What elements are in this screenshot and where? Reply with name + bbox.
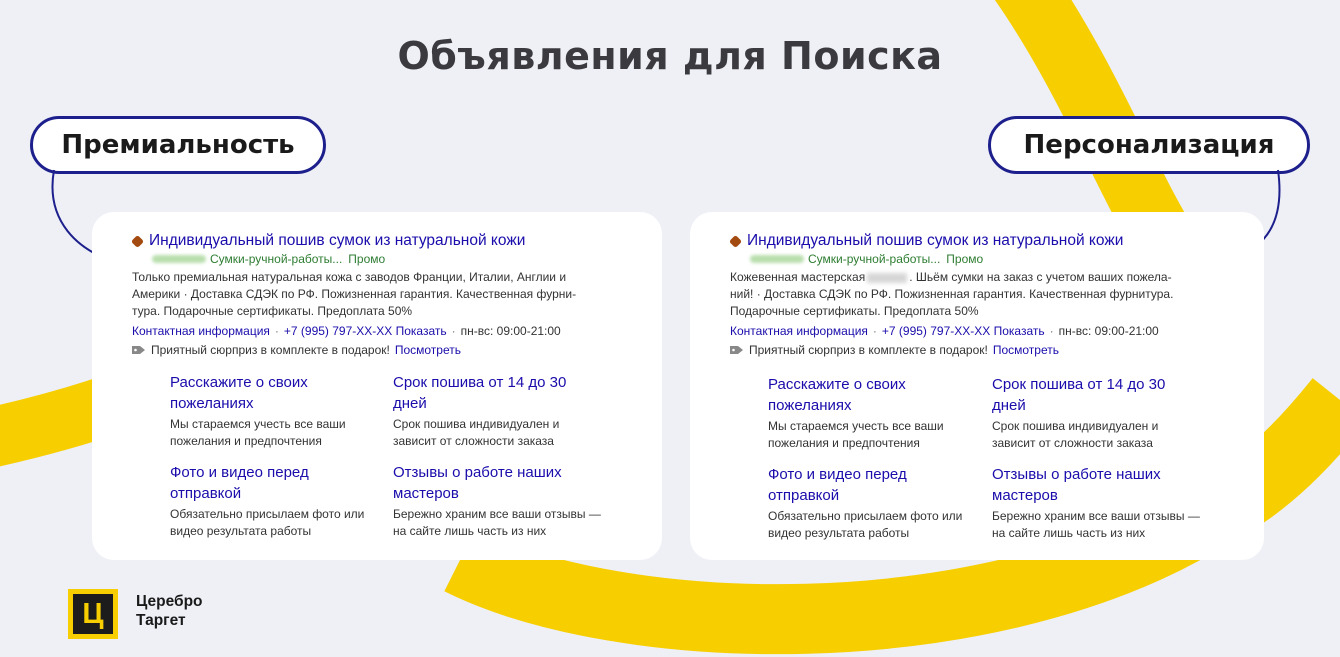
ad-contacts: Контактная информация · +7 (995) 797-XX-XX Показать · пн-вс: 09:00-21:00 xyxy=(730,324,1159,338)
work-hours: пн-вс: 09:00-21:00 xyxy=(1058,324,1159,338)
sitelink-desc: Обязательно присылаем фото или видео результата работы xyxy=(768,509,963,540)
blurred-name xyxy=(867,273,907,283)
blurred-domain xyxy=(750,255,804,263)
ad-card-premium xyxy=(92,212,662,560)
ad-url-link[interactable]: Сумки-ручной-работы... xyxy=(808,252,941,266)
ad-text-line: Подарочные сертификаты. Предоплата 50% xyxy=(730,304,979,318)
sitelink[interactable] xyxy=(393,462,603,540)
tag-icon xyxy=(132,345,146,355)
ad-url-link[interactable]: Сумки-ручной-работы... xyxy=(210,252,343,266)
promo-text: Приятный сюрприз в комплекте в подарок! xyxy=(151,343,390,357)
contact-info-link[interactable]: Контактная информация xyxy=(730,324,868,338)
ad-description xyxy=(132,269,602,320)
blurred-domain xyxy=(152,255,206,263)
phone-link[interactable]: +7 (995) 797-XX-XX Показать xyxy=(283,324,447,338)
logo-letter: Ц xyxy=(73,594,113,634)
tag-icon xyxy=(730,345,744,355)
promo-row xyxy=(730,343,1210,357)
sitelink[interactable] xyxy=(992,464,1202,542)
sitelink-desc: Бережно храним все ваши отзывы — на сайте лишь часть из них xyxy=(393,507,601,538)
brand-logo-mark xyxy=(68,589,118,639)
ad-card-personalized xyxy=(690,212,1264,560)
phone-link[interactable]: +7 (995) 797-XX-XX Показать xyxy=(881,324,1045,338)
page-title: Объявления для Поиска xyxy=(397,34,943,78)
ad-description xyxy=(730,269,1200,320)
sitelink-desc: Мы стараемся учесть все ваши пожелания и предпочтения xyxy=(170,417,346,448)
ad-text-line: Америки · Доставка СДЭК по РФ. Пожизненная гарантия. Качественная фурни- xyxy=(132,287,577,301)
sitelink-desc: Обязательно присылаем фото или видео результата работы xyxy=(170,507,365,538)
promo-view-link[interactable]: Посмотреть xyxy=(992,343,1059,357)
promo-row xyxy=(132,343,612,357)
sitelink-title[interactable]: Фото и видео перед отправкой xyxy=(768,466,907,504)
sitelink[interactable] xyxy=(170,462,380,540)
brand-logo-text xyxy=(136,592,203,630)
sitelink-desc: Срок пошива индивидуален и зависит от сложности заказа xyxy=(992,419,1159,450)
leather-icon xyxy=(131,234,144,247)
sitelink-desc: Бережно храним все ваши отзывы — на сайте лишь часть из них xyxy=(992,509,1200,540)
sitelink-title[interactable]: Расскажите о своих пожеланиях xyxy=(768,376,906,414)
promo-view-link[interactable]: Посмотреть xyxy=(394,343,461,357)
leather-icon xyxy=(729,234,742,247)
sitelink-title[interactable]: Расскажите о своих пожеланиях xyxy=(170,374,308,412)
ad-text-line: тура. Подарочные сертификаты. Предоплата 50% xyxy=(132,304,413,318)
ad-title-link[interactable]: Индивидуальный пошив сумок из натуральной кожи xyxy=(747,232,1124,249)
sitelink-title[interactable]: Отзывы о работе наших мастеров xyxy=(393,464,562,502)
label-personalization: Персонализация xyxy=(988,116,1310,174)
sitelink[interactable] xyxy=(992,374,1202,452)
promo-text: Приятный сюрприз в комплекте в подарок! xyxy=(749,343,988,357)
ad-text-line: ний! · Доставка СДЭК по РФ. Пожизненная гарантия. Качественная фурнитура. xyxy=(730,287,1174,301)
sitelink[interactable] xyxy=(768,464,978,542)
ad-contacts: Контактная информация · +7 (995) 797-XX-XX Показать · пн-вс: 09:00-21:00 xyxy=(132,324,561,338)
sitelink-title[interactable]: Фото и видео перед отправкой xyxy=(170,464,309,502)
sitelink-title[interactable]: Срок пошива от 14 до 30 дней xyxy=(393,374,567,412)
ad-text-line: Только премиальная натуральная кожа с заводов Франции, Италии, Англии и xyxy=(132,270,567,284)
promo-badge: Промо xyxy=(946,252,984,266)
promo-badge: Промо xyxy=(348,252,386,266)
sitelink[interactable] xyxy=(170,372,380,450)
label-premium: Премиальность xyxy=(30,116,326,174)
work-hours: пн-вс: 09:00-21:00 xyxy=(460,324,561,338)
sitelink-desc: Срок пошива индивидуален и зависит от сложности заказа xyxy=(393,417,560,448)
ad-text-line: Кожевенная мастерская . Шьём сумки на заказ с учетом ваших пожела- xyxy=(730,270,1172,284)
sitelink[interactable] xyxy=(393,372,603,450)
logo-line1: Церебро xyxy=(136,593,203,610)
ad-title-link[interactable]: Индивидуальный пошив сумок из натуральной кожи xyxy=(149,232,526,249)
contact-info-link[interactable]: Контактная информация xyxy=(132,324,270,338)
sitelink-title[interactable]: Срок пошива от 14 до 30 дней xyxy=(992,376,1166,414)
logo-line2: Таргет xyxy=(136,612,186,629)
sitelink-desc: Мы стараемся учесть все ваши пожелания и предпочтения xyxy=(768,419,944,450)
sitelink[interactable] xyxy=(768,374,978,452)
sitelink-title[interactable]: Отзывы о работе наших мастеров xyxy=(992,466,1161,504)
